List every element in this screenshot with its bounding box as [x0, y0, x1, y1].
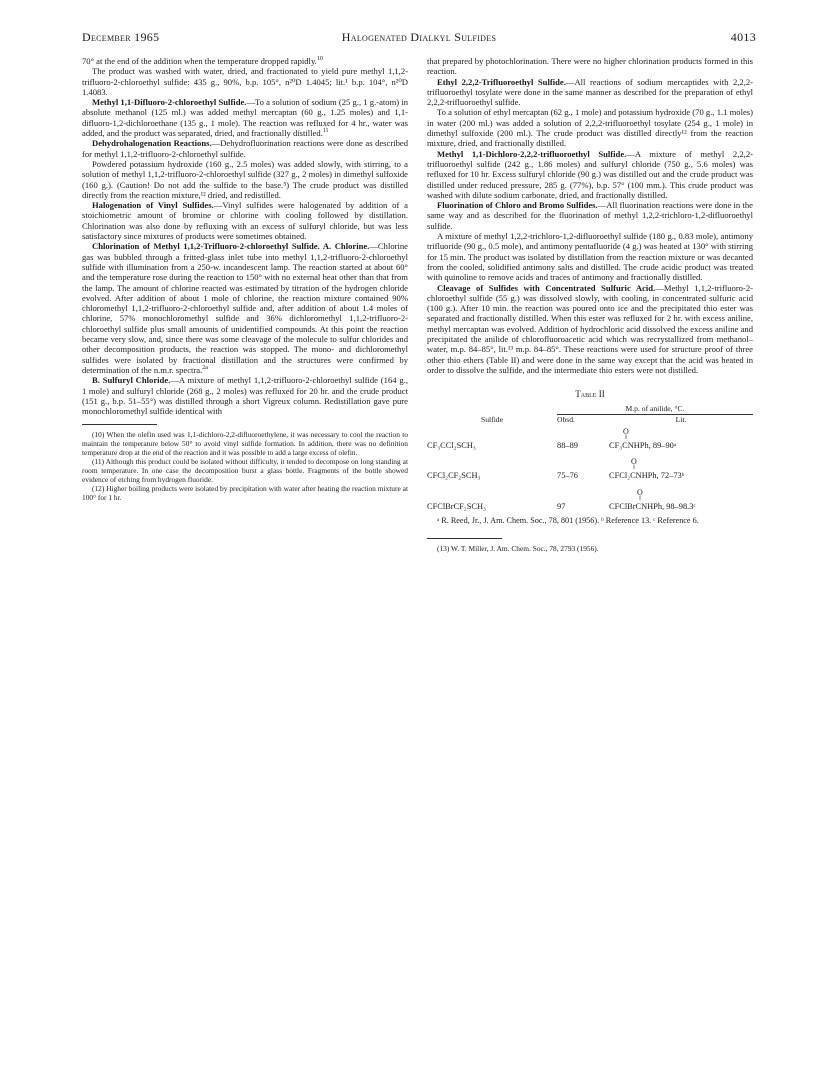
table-cell: CFClBrCF₂SCH₃ — [427, 501, 486, 511]
paragraph: Powdered potassium hydroxide (160 g., 2.5 moles) was added slowly, with stirring, to a solution of methyl 1,1,2-trifluoro-2-chloroethyl sulfide (327 g., 2 moles) in dimethyl sulfoxide (160 g.). (Caution! Do not add the sulfide to the base.⁵) The crude product was distilled directly from the reaction mixture,¹² dried, and redistilled. — [82, 158, 408, 200]
table-row — [427, 486, 753, 516]
footnote-divider — [82, 424, 157, 425]
footnote: (13) W. T. Miller, J. Am. Chem. Soc., 78, 2793 (1956). — [437, 543, 599, 553]
footnote: (10) When the olefin used was 1,1-dichloro-2,2-difluoroethylene, it was necessary to cool the reaction to maintain the temperature below 50° to avoid vinyl sulfide formation. In addition, there was no definition temperature drop at the end of the reaction and it was possible to add a large excess of olefin. — [82, 430, 408, 458]
carbonyl-mark: O ‖ — [631, 457, 637, 472]
table-cell: O ‖ CF₃CNHPh, 89–90ᵃ — [609, 425, 753, 455]
page-number: 4013 — [730, 30, 756, 44]
table-cell: CFCl₂CF₂SCH₃ — [427, 471, 481, 481]
paragraph: Cleavage of Sulfides with Concentrated Sulfuric Acid.—Methyl 1,1,2-trifluoro-2-chloroethyl sulfide (55 g.) was dissolved slowly, with cooling, in concentrated sulfuric acid (100 g.). After 10 min. the reaction was poured onto ice and the precipitated thio ester was separated and fractionally distilled. When this ester was refluxed for 2 hr. with excess aniline, methyl mercaptan was evolved. Addition of hydrochloric acid dissolved the excess aniline and precipitated the anilide of chlorofluoroacetic acid which was recrystallized from methanol–water, m.p. 84–85°, lit.¹³ m.p. 84–85°. These reactions were used for structure proof of three other thio ethers (Table II) and were done in the same way except that the acid was heated in order to dissolve the sulfide, and the intermediate thio esters were not distilled. — [427, 282, 753, 375]
paragraph: Fluorination of Chloro and Bromo Sulfides.—All fluorination reactions were done in the same way and as described for the fluorination of methyl 1,2,2-trichloro-1,2-difluoroethyl sulfide. — [427, 200, 753, 231]
section-heading: Ethyl 2,2,2-Trifluoroethyl Sulfide. — [437, 76, 566, 87]
section-heading: Cleavage of Sulfides with Concentrated Sulfuric Acid. — [437, 282, 656, 293]
section-heading: B. Sulfuryl Chloride. — [92, 375, 171, 386]
table-notes: ᵃ R. Reed, Jr., J. Am. Chem. Soc., 78, 801 (1956). ᵇ Reference 13. ᶜ Reference 6. — [437, 515, 699, 525]
table-title: Table II — [575, 389, 605, 400]
column-header: Lit. — [675, 414, 687, 424]
table-header-row — [427, 414, 753, 425]
paragraph: Halogenation of Vinyl Sulfides.—Vinyl sulfides were halogenated by addition of a stoichiometric amount of bromine or chlorine with cooling followed by distillation. Chlorination was also done by refluxing with an excess of sulfuryl chloride, but was less satisfactory since mixtures of products were sometimes obtained. — [82, 200, 408, 242]
paragraph: that prepared by photochlorination. There were no higher chlorination products formed in this reaction. — [427, 56, 753, 77]
footnote: (12) Higher boiling products were isolated by precipitation with water after heating the reaction mixture at 100° for 1 hr. — [82, 484, 408, 503]
table-row — [427, 455, 753, 485]
header-title: Halogenated Dialkyl Sulfides — [341, 30, 497, 44]
carbonyl-mark: O ‖ — [623, 427, 629, 442]
left-column — [82, 56, 408, 502]
data-table — [427, 404, 753, 516]
table-cell: CF₃CCl₂SCH₃ — [427, 441, 476, 451]
table-cell: O ‖ CFCl₂CNHPh, 72–73ᵇ — [609, 455, 753, 485]
paragraph: B. Sulfuryl Chloride.—A mixture of methyl 1,1,2-trifluoro-2-chloroethyl sulfide (164 g., 1 mole) and sulfuryl chloride (268 g., 2 moles) was refluxed for 20 hr. and the crude product (151 g., b.p. 51–55°) was distilled through a short Vigreux column. Redistillation gave pure monochloromethyl sulfide identical with — [82, 375, 408, 417]
table-cell: O ‖ CFClBrCNHPh, 98–98.3ᶜ — [609, 486, 753, 516]
header-date: December 1965 — [82, 30, 160, 44]
section-heading: Dehydrohalogenation Reactions. — [92, 138, 212, 149]
column-header: Obsd. — [557, 414, 575, 424]
paragraph: Methyl 1,1-Difluoro-2-chloroethyl Sulfide.—To a solution of sodium (25 g., 1 g.-atom) in absolute methanol (125 ml.) was added methyl mercaptan (60 g., 1.25 moles) and 1,1-difluoro-1,2-dichloroethane (135 g., 1 mole). The reaction was refluxed for 4 hr., water was added, and the product was separated, dried, and fractionally distilled.$^{11}$ — [82, 97, 408, 139]
section-heading: Methyl 1,1-Dichloro-2,2,2-trifluoroethyl Sulfide. — [437, 148, 627, 159]
column-header: Sulfide — [481, 414, 503, 424]
table-header-row — [427, 404, 753, 415]
paragraph: Methyl 1,1-Dichloro-2,2,2-trifluoroethyl Sulfide.—A mixture of methyl 2,2,2-trifluoroethyl sulfide (242 g., 1.86 moles) and sulfuryl chloride (750 g., 5.6 moles) was refluxed for 10 hr. Excess sulfuryl chloride (90 g.) was distilled out and the crude product was distilled under reduced pressure, 285 g. (77%), b.p. 57° (100 mm.). This crude product was washed with dilute sodium carbonate, dried, and fractionally distilled. — [427, 148, 753, 200]
table-row — [427, 425, 753, 455]
paragraph: Dehydrohalogenation Reactions.—Dehydrofluorination reactions were done as described for methyl 1,1,2-trifluoro-2-chloroethyl sulfide. — [82, 138, 408, 159]
table-cell: 97 — [557, 501, 566, 511]
section-heading: Chlorination of Methyl 1,1,2-Trifluoro-2-chloroethyl Sulfide. A. Chlorine. — [92, 241, 370, 252]
table-cell: 75–76 — [557, 471, 578, 481]
section-heading: Halogenation of Vinyl Sulfides. — [92, 200, 214, 211]
column-group-header: M.p. of anilide, °C. — [557, 404, 753, 415]
running-header — [82, 30, 756, 46]
paragraph: 70° at the end of the addition when the temperature dropped rapidly.$^{10}$ — [82, 56, 323, 66]
paragraph: Chlorination of Methyl 1,1,2-Trifluoro-2-chloroethyl Sulfide. A. Chlorine.—Chlorine gas was bubbled through a fritted-glass inlet tube into methyl 1,1,2-trifluoro-2-chloroethyl sulfide with illumination from a 250-w. incandescent lamp. The reaction started at about 60° and the temperature rose during the reaction to 150° with no external heat other than that from the lamp. The amount of chlorine reacted was estimated by titration of the hydrogen chloride evolved. After addition of about 1 mole of chlorine, the reaction mixture contained 90% chloromethyl 1,1,2-trifluoro-2-chloroethyl sulfide and, after addition of about 1.4 moles of chlorine, 57% monochloromethyl sulfide and 36% dichloromethyl 1,1,2-trifluoro-2-chloroethyl sulfide plus small amounts of unidentified compounds. At this point the reaction became very slow, and, since there was some cleavage of the molecule to sulfur chlorides and other decomposition products, the reaction was stopped. The mono- and dichloromethyl sulfides were isolated by fractional distillation and the structures were confirmed by determination of the n.m.r. spectra.$^{2a}$ — [82, 241, 408, 375]
paragraph: A mixture of methyl 1,2,2-trichloro-1,2-difluoroethyl sulfide (180 g., 0.83 mole), antimony trifluoride (90 g., 0.5 mole), and antimony pentafluoride (4 g.) was heated at 130° with stirring for 15 min. The product was isolated by distillation from the reaction mixture or was decanted from the cooled, solidified antimony salts and distilled. The crude acidic product was treated with quinoline to remove acids and traces of antimony and fractionally distilled. — [427, 231, 753, 283]
section-heading: Fluorination of Chloro and Bromo Sulfides. — [437, 200, 598, 211]
footnote-divider — [427, 538, 502, 539]
carbonyl-mark: O ‖ — [637, 487, 643, 502]
footnote: (11) Although this product could be isolated without difficulty, it tended to decompose on long standing at room temperature. In one case the decomposition burst a glass bottle. Fragments of the bottle showed evidence of etching from hydrogen fluoride. — [82, 457, 408, 485]
table-cell: 88–89 — [557, 441, 578, 451]
paragraph: To a solution of ethyl mercaptan (62 g., 1 mole) and potassium hydroxide (70 g., 1.1 moles) in water (200 ml.) was added a solution of 2,2,2-trifluoroethyl tosylate (254 g., 1 mole) in dimethyl sulfoxide (200 ml.). The crude product was distilled directly¹² from the reaction mixture, dried, and fractionally distilled. — [427, 107, 753, 149]
right-column — [427, 56, 753, 553]
paragraph: Ethyl 2,2,2-Trifluoroethyl Sulfide.—All reactions of sodium mercaptides with 2,2,2-trifluoroethyl tosylate were done in the same manner as described for the preparation of ethyl 2,2,2-trifluoroethyl sulfide. — [427, 76, 754, 108]
section-heading: Methyl 1,1-Difluoro-2-chloroethyl Sulfide. — [92, 97, 247, 108]
paragraph: The product was washed with water, dried, and fractionated to yield pure methyl 1,1,2-trifluoro-2-chloroethyl sulfide: 435 g., 90%, b.p. 105°, n²⁰D 1.4045; lit.¹ b.p. 104°, n²⁰D 1.4083. — [82, 66, 408, 97]
